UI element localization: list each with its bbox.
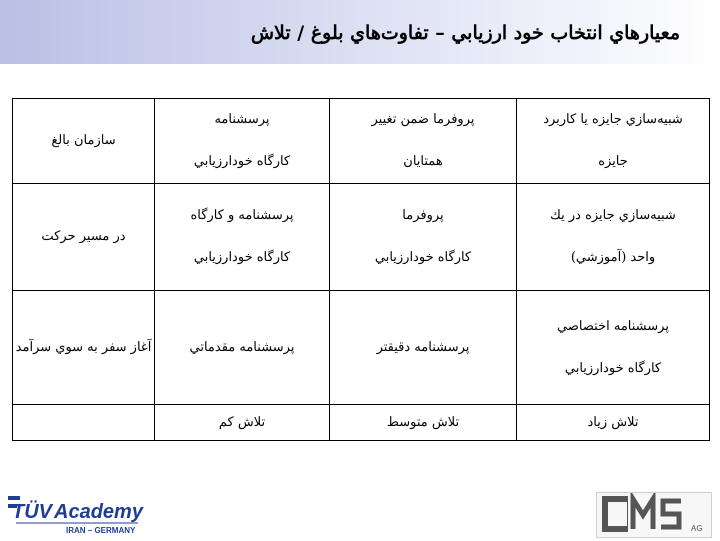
cell-line: كارگ‍اه خودارزيابي [193, 154, 291, 169]
cell-line: پ‍رسشنامه اختصاصي [557, 318, 669, 334]
tuv-academy-logo-graphic [6, 490, 144, 536]
logo-tuv-text: TÜV [12, 501, 52, 523]
table-row [13, 184, 710, 291]
cell-line: همتايان [403, 154, 443, 169]
effort-cell: تلاش كم [155, 405, 330, 441]
table-row [13, 99, 710, 184]
method-cell [330, 99, 517, 184]
cell-line: كارگ‍اه خودارزيابي [374, 250, 472, 265]
cell-line: پ‍رسشنامه [214, 112, 270, 127]
method-cell [155, 291, 330, 405]
maturity-cell [13, 184, 155, 291]
cms-suffix: AG [691, 524, 703, 533]
cell-line: شبيه‌سازي جايزه در يك [550, 208, 676, 223]
cms-logo-graphic [597, 493, 711, 537]
method-cell [330, 184, 517, 291]
effort-cell [13, 405, 155, 441]
tuv-academy-logo [6, 490, 144, 536]
method-cell [330, 291, 517, 405]
logo-subtitle: IRAN – GERMANY [66, 526, 136, 535]
slide-title: معيارهاي انتخاب خود ارزيابي – تفاوت‌هاي بلوغ / تلاش [250, 22, 680, 44]
cell-line: آغاز سفر به سوي سرآمد [15, 339, 152, 355]
effort-cell: تلاش متوسط [330, 405, 517, 441]
cell-line: در مسير حركت [41, 229, 126, 244]
cell-line: كارگ‍اه خودارزيابي [193, 250, 291, 265]
cell-line: كارگ‍اه خودارزيابي [564, 360, 662, 376]
logo-academy-text: Academy [54, 501, 143, 523]
effort-cell: تلاش زياد [517, 405, 710, 441]
criteria-table [12, 98, 710, 441]
cell-line: جايزه [598, 154, 628, 169]
title-bar [0, 0, 720, 64]
method-cell [155, 184, 330, 291]
cell-line: پ‍روفرما ضمن تغيير [371, 112, 475, 127]
cell-line: واحد (آموزشي) [570, 250, 656, 265]
cell-line: پ‍رسشنامه مقدماتي [189, 339, 295, 355]
cell-line: پ‍رسشنامه و كارگ‍اه [190, 208, 294, 223]
method-cell [517, 99, 710, 184]
method-cell [517, 184, 710, 291]
cell-line: شبيه‌سازي جايزه يا كاربرد [543, 112, 683, 127]
table-row [13, 291, 710, 405]
cell-line: پ‍رسشنامه دقيقتر [376, 339, 470, 355]
cell-line: سازمان بالغ [51, 133, 116, 148]
maturity-cell [13, 291, 155, 405]
effort-row [13, 405, 710, 441]
method-cell [517, 291, 710, 405]
maturity-cell [13, 99, 155, 184]
method-cell [155, 99, 330, 184]
cms-logo [596, 492, 712, 538]
cell-line: پ‍روفرما [402, 208, 444, 223]
